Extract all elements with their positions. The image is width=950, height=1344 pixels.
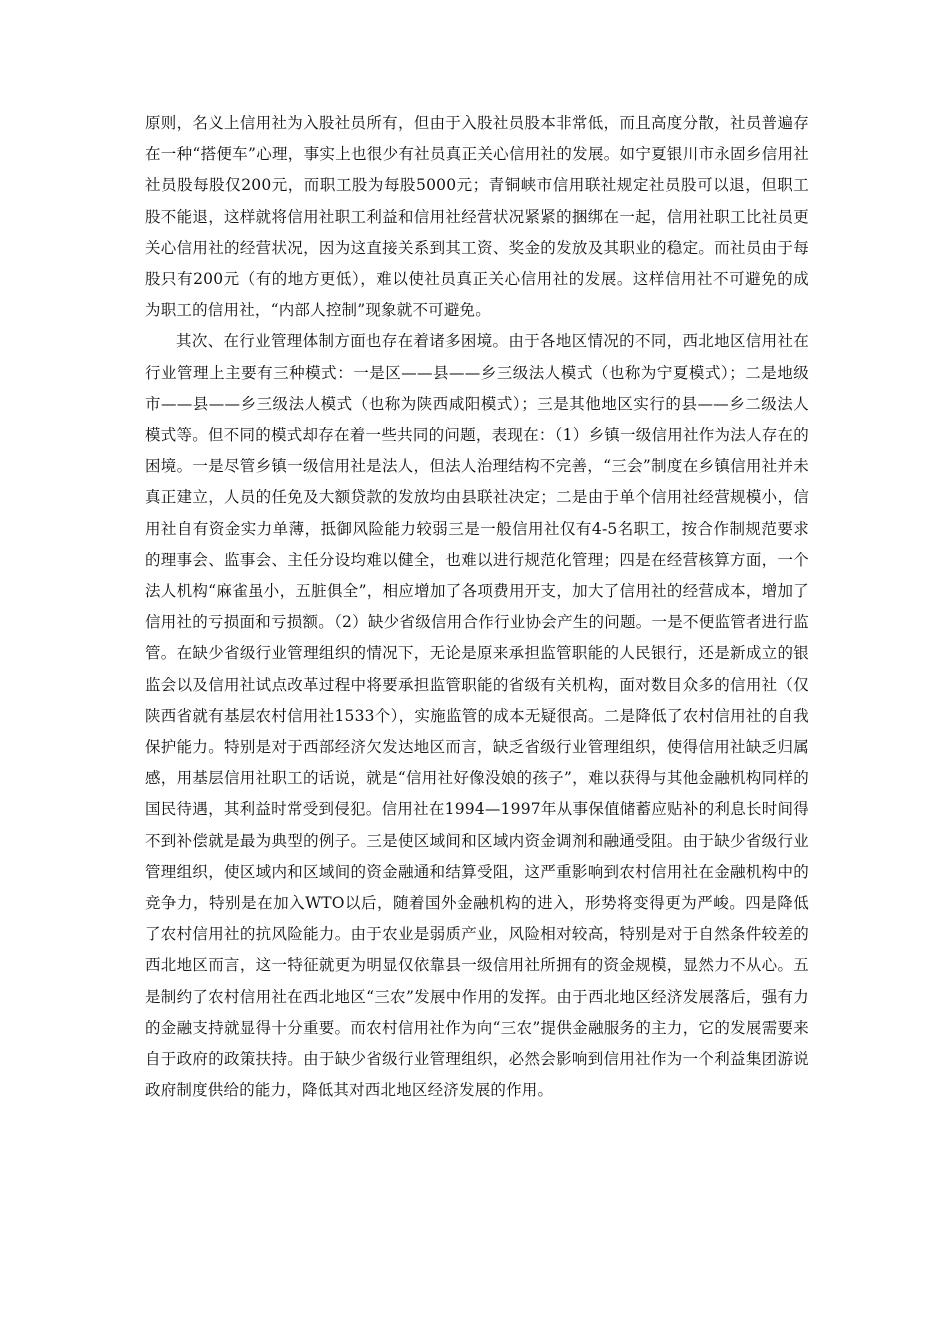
- document-body: [145, 108, 809, 1107]
- paragraph-2: 其次、在行业管理体制方面也存在着诸多困境。由于各地区情况的不同，西北地区信用社在行业管理上主要有三种模式：一是区——县——乡三级法人模式（也称为宁夏模式）；二是地级市——县——乡三级法人模式（也称为陕西咸阳模式）；三是其他地区实行的县——乡二级法人模式等。但不同的模式却存在着一些共同的问题，表现在：（1）乡镇一级信用社作为法人存在的困境。一是尽管乡镇一级信用社是法人，但法人治理结构不完善，“三会”制度在乡镇信用社并未真正建立，人员的任免及大额贷款的发放均由县联社决定；二是由于单个信用社经营规模小，信用社自有资金实力单薄，抵御风险能力较弱三是一般信用社仅有4-5名职工，按合作制规范要求的理事会、监事会、主任分设均难以健全，也难以进行规范化管理；四是在经营核算方面，一个法人机构“麻雀虽小，五脏俱全”，相应增加了各项费用开支，加大了信用社的经营成本，增加了信用社的亏损面和亏损额。（2）缺少省级信用合作行业协会产生的问题。一是不便监管者进行监管。在缺少省级行业管理组织的情况下，无论是原来承担监管职能的人民银行，还是新成立的银监会以及信用社试点改革过程中将要承担监管职能的省级有关机构，面对数目众多的信用社（仅陕西省就有基层农村信用社1533个），实施监管的成本无疑很高。二是降低了农村信用社的自我保护能力。特别是对于西部经济欠发达地区而言，缺乏省级行业管理组织，使得信用社缺乏归属感，用基层信用社职工的话说，就是“信用社好像没娘的孩子”，难以获得与其他金融机构同样的国民待遇，其利益时常受到侵犯。信用社在1994—1997年从事保值储蓄应贴补的利息长时间得不到补偿就是最为典型的例子。三是使区域间和区域内资金调剂和融通受阻。由于缺少省级行业管理组织，使区域内和区域间的资金融通和结算受阻，这严重影响到农村信用社在金融机构中的竞争力，特别是在加入WTO以后，随着国外金融机构的进入，形势将变得更为严峻。四是降低了农村信用社的抗风险能力。由于农业是弱质产业，风险相对较高，特别是对于自然条件较差的西北地区而言，这一特征就更为明显仅依靠县一级信用社所拥有的资金规模，显然力不从心。五是制约了农村信用社在西北地区“三农”发展中作用的发挥。由于西北地区经济发展落后，强有力的金融支持就显得十分重要。而农村信用社作为向“三农”提供金融服务的主力，它的发展需要来自于政府的政策扶持。由于缺少省级行业管理组织，必然会影响到信用社作为一个利益集团游说政府制度供给的能力，降低其对西北地区经济发展的作用。: [145, 332, 809, 1100]
- paragraph-1: 原则，名义上信用社为入股社员所有，但由于入股社员股本非常低，而且高度分散，社员普遍存在一种“搭便车”心理，事实上也很少有社员真正关心信用社的发展。如宁夏银川市永固乡信用社社员股每股仅200元，而职工股为每股5000元；青铜峡市信用联社规定社员股可以退，但职工股不能退，这样就将信用社职工利益和信用社经营状况紧紧的捆绑在一起，信用社职工比社员更关心信用社的经营状况，因为这直接关系到其工资、奖金的发放及其职业的稳定。而社员由于每股只有200元（有的地方更低），难以使社员真正关心信用社的发展。这样信用社不可避免的成为职工的信用社，“内部人控制”现象就不可避免。: [145, 114, 809, 320]
